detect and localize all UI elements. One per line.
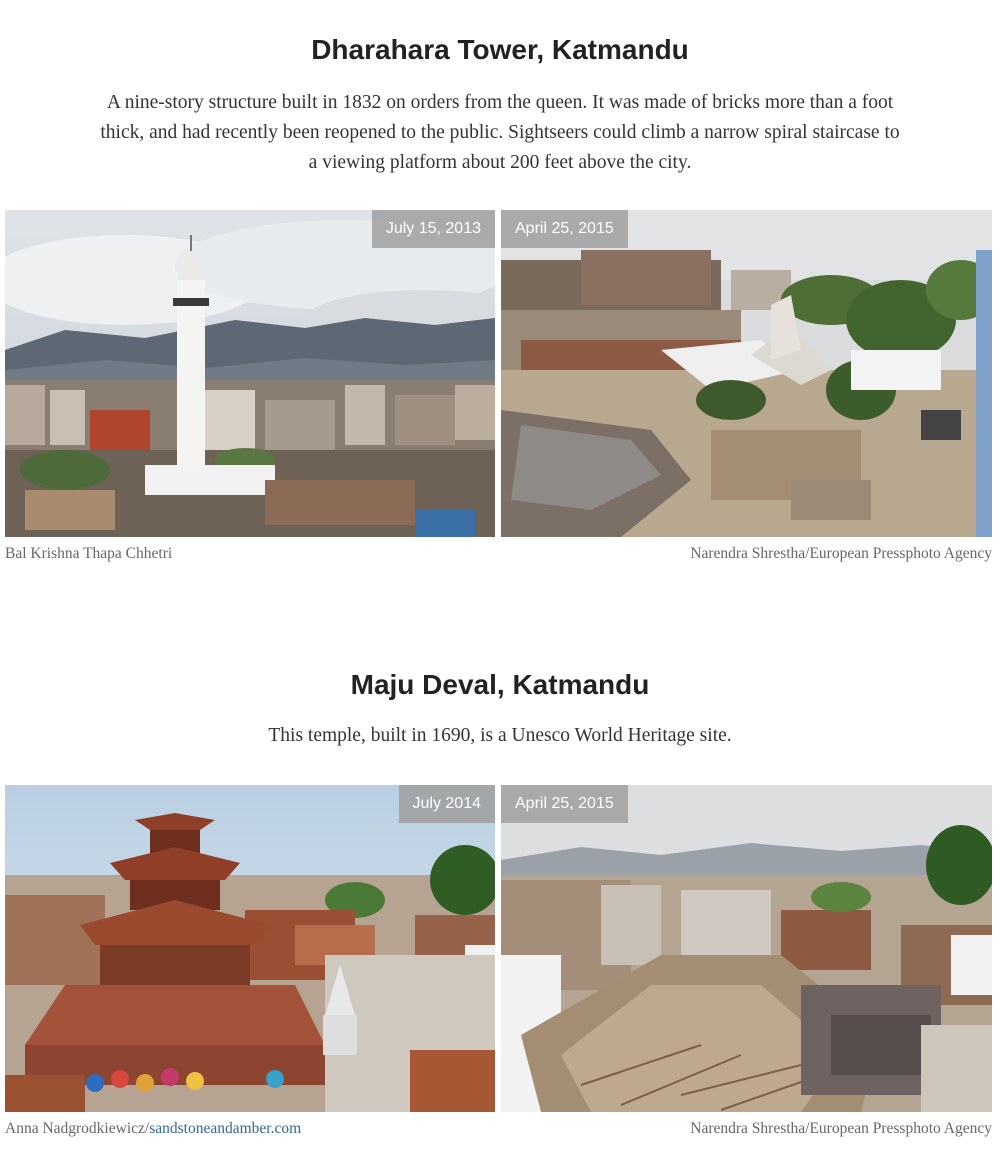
photo-before <box>5 785 495 1112</box>
maju-deval-standing-image <box>5 785 495 1112</box>
section-description: This temple, built in 1690, is a Unesco World Heritage site. <box>268 725 732 746</box>
credit-link[interactable]: sandstoneandamber.com <box>149 1120 302 1137</box>
photo-credit-before: Bal Krishna Thapa Chhetri <box>5 545 173 562</box>
date-badge: July 15, 2013 <box>372 210 495 248</box>
photo-before <box>5 210 495 537</box>
date-badge: April 25, 2015 <box>501 785 628 823</box>
credit-prefix: Anna Nadgrodkiewicz/ <box>5 1120 150 1137</box>
photo-credit-after: Narendra Shrestha/European Pressphoto Agency <box>690 1120 992 1137</box>
maju-deval-rubble-image <box>501 785 992 1112</box>
section-title: Maju Deval, Katmandu <box>350 669 650 700</box>
section-title: Dharahara Tower, Katmandu <box>311 34 689 65</box>
section-maju-deval <box>0 600 1000 1168</box>
date-badge: April 25, 2015 <box>501 210 628 248</box>
photo-credit-after: Narendra Shrestha/European Pressphoto Agency <box>690 545 992 562</box>
photo-after <box>501 210 992 537</box>
photo-credit-before <box>5 1120 301 1138</box>
dharahara-tower-collapsed-image <box>501 210 992 537</box>
section-description: A nine-story structure built in 1832 on orders from the queen. It was made of bricks more than a foot thick, and had recently been reopened to the public. Sightseers could climb a narrow spiral staircase to a viewing platform about 200 feet above the city. <box>100 92 900 173</box>
date-badge: July 2014 <box>399 785 496 823</box>
photo-after <box>501 785 992 1112</box>
dharahara-tower-standing-image <box>5 210 495 537</box>
